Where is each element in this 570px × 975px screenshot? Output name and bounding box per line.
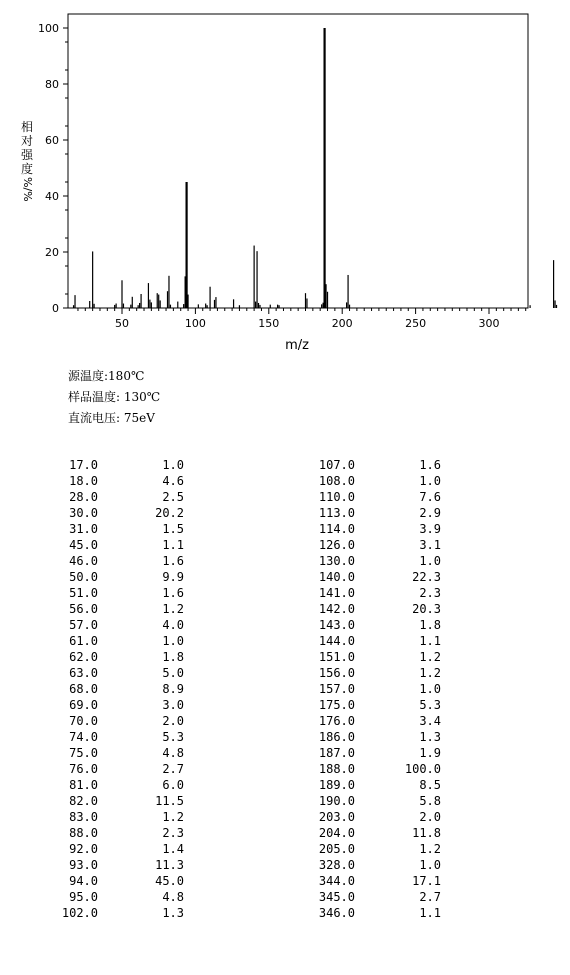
mz-value: 141.0 bbox=[318, 586, 355, 600]
abundance-value: 1.5 bbox=[162, 522, 184, 536]
spectrum-peaks bbox=[74, 28, 557, 308]
mz-value: 50.0 bbox=[69, 570, 98, 584]
mz-value: 95.0 bbox=[69, 890, 98, 904]
table-row bbox=[56, 713, 184, 729]
mz-value: 56.0 bbox=[69, 602, 98, 616]
abundance-value: 1.2 bbox=[419, 666, 441, 680]
table-row bbox=[313, 473, 441, 489]
abundance-value: 20.2 bbox=[155, 506, 184, 520]
y-axis-title-char: 对 bbox=[20, 134, 33, 148]
table-row bbox=[313, 505, 441, 521]
table-row bbox=[56, 633, 184, 649]
mz-value: 114.0 bbox=[318, 522, 355, 536]
mz-value: 74.0 bbox=[69, 730, 98, 744]
table-row bbox=[56, 649, 184, 665]
abundance-value: 5.8 bbox=[419, 794, 441, 808]
abundance-value: 2.0 bbox=[162, 714, 184, 728]
abundance-value: 1.8 bbox=[419, 618, 441, 632]
table-row bbox=[313, 601, 441, 617]
abundance-value: 2.5 bbox=[162, 490, 184, 504]
mz-value: 57.0 bbox=[69, 618, 98, 632]
abundance-value: 11.8 bbox=[412, 826, 441, 840]
y-axis-title-char: 度 bbox=[20, 162, 33, 176]
abundance-value: 8.9 bbox=[162, 682, 184, 696]
abundance-value: 1.2 bbox=[162, 602, 184, 616]
y-tick-label: 20 bbox=[45, 246, 59, 259]
mz-value: 175.0 bbox=[318, 698, 355, 712]
table-row bbox=[313, 585, 441, 601]
mz-value: 17.0 bbox=[69, 458, 98, 472]
table-row bbox=[56, 601, 184, 617]
abundance-value: 9.9 bbox=[162, 570, 184, 584]
y-axis-title-char: 相 bbox=[20, 120, 33, 134]
abundance-value: 3.0 bbox=[162, 698, 184, 712]
table-row bbox=[313, 617, 441, 633]
table-row bbox=[313, 905, 441, 921]
mz-value: 190.0 bbox=[318, 794, 355, 808]
abundance-value: 1.4 bbox=[162, 842, 184, 856]
abundance-value: 2.3 bbox=[419, 586, 441, 600]
table-row bbox=[313, 521, 441, 537]
mz-value: 83.0 bbox=[69, 810, 98, 824]
x-tick-label: 300 bbox=[478, 317, 500, 330]
table-row bbox=[56, 841, 184, 857]
mz-value: 69.0 bbox=[69, 698, 98, 712]
abundance-value: 7.6 bbox=[419, 490, 441, 504]
abundance-value: 3.9 bbox=[419, 522, 441, 536]
y-tick-label: 60 bbox=[45, 134, 59, 147]
y-tick-label: 0 bbox=[52, 302, 59, 315]
x-tick-label: 200 bbox=[331, 317, 353, 330]
abundance-value: 20.3 bbox=[412, 602, 441, 616]
abundance-value: 1.0 bbox=[419, 474, 441, 488]
peak-table-right bbox=[313, 457, 441, 921]
abundance-value: 1.3 bbox=[419, 730, 441, 744]
table-row bbox=[313, 697, 441, 713]
table-row bbox=[313, 569, 441, 585]
abundance-value: 1.3 bbox=[162, 906, 184, 920]
mz-value: 82.0 bbox=[69, 794, 98, 808]
abundance-value: 17.1 bbox=[412, 874, 441, 888]
y-axis-unit: %/% bbox=[21, 177, 34, 202]
table-row bbox=[56, 617, 184, 633]
dc-voltage: 直流电压: 75eV bbox=[68, 411, 155, 425]
table-row bbox=[56, 537, 184, 553]
mz-value: 51.0 bbox=[69, 586, 98, 600]
mz-value: 144.0 bbox=[318, 634, 355, 648]
table-row bbox=[313, 665, 441, 681]
x-tick-label: 250 bbox=[405, 317, 427, 330]
abundance-value: 2.7 bbox=[419, 890, 441, 904]
mz-value: 151.0 bbox=[318, 650, 355, 664]
abundance-value: 1.1 bbox=[419, 906, 441, 920]
mz-value: 45.0 bbox=[69, 538, 98, 552]
table-row bbox=[56, 489, 184, 505]
mz-value: 328.0 bbox=[318, 858, 355, 872]
x-axis-title: m/z bbox=[285, 338, 309, 353]
abundance-value: 22.3 bbox=[412, 570, 441, 584]
table-row bbox=[56, 905, 184, 921]
x-axis bbox=[78, 308, 526, 330]
abundance-value: 2.3 bbox=[162, 826, 184, 840]
table-row bbox=[313, 457, 441, 473]
mz-value: 76.0 bbox=[69, 762, 98, 776]
table-row bbox=[56, 745, 184, 761]
mz-value: 345.0 bbox=[318, 890, 355, 904]
mz-value: 68.0 bbox=[69, 682, 98, 696]
abundance-value: 1.0 bbox=[419, 554, 441, 568]
table-row bbox=[56, 761, 184, 777]
abundance-value: 3.4 bbox=[419, 714, 441, 728]
table-row bbox=[56, 521, 184, 537]
sample-temperature: 样品温度: 130℃ bbox=[68, 390, 161, 404]
abundance-value: 5.0 bbox=[162, 666, 184, 680]
y-axis-title bbox=[19, 120, 35, 202]
table-row bbox=[313, 553, 441, 569]
abundance-value: 1.6 bbox=[162, 586, 184, 600]
table-row bbox=[56, 473, 184, 489]
mz-value: 28.0 bbox=[69, 490, 98, 504]
mz-value: 30.0 bbox=[69, 506, 98, 520]
abundance-value: 2.0 bbox=[419, 810, 441, 824]
mz-value: 346.0 bbox=[318, 906, 355, 920]
table-row bbox=[313, 809, 441, 825]
mz-value: 142.0 bbox=[318, 602, 355, 616]
abundance-value: 1.0 bbox=[162, 458, 184, 472]
mz-value: 205.0 bbox=[318, 842, 355, 856]
table-row bbox=[56, 729, 184, 745]
mz-value: 88.0 bbox=[69, 826, 98, 840]
abundance-value: 1.6 bbox=[419, 458, 441, 472]
table-row bbox=[56, 665, 184, 681]
table-row bbox=[56, 553, 184, 569]
peak-table-left bbox=[56, 457, 184, 921]
mz-value: 75.0 bbox=[69, 746, 98, 760]
table-row bbox=[56, 825, 184, 841]
mz-value: 130.0 bbox=[318, 554, 355, 568]
table-row bbox=[56, 585, 184, 601]
mz-value: 110.0 bbox=[318, 490, 355, 504]
mz-value: 113.0 bbox=[318, 506, 355, 520]
table-row bbox=[313, 681, 441, 697]
mz-value: 143.0 bbox=[318, 618, 355, 632]
mass-spectrum-chart bbox=[0, 0, 570, 360]
mz-value: 189.0 bbox=[318, 778, 355, 792]
mz-value: 63.0 bbox=[69, 666, 98, 680]
mz-value: 344.0 bbox=[318, 874, 355, 888]
mz-value: 61.0 bbox=[69, 634, 98, 648]
y-axis-title-text bbox=[19, 120, 35, 176]
abundance-value: 11.3 bbox=[155, 858, 184, 872]
table-row bbox=[56, 889, 184, 905]
table-row bbox=[313, 745, 441, 761]
mz-value: 81.0 bbox=[69, 778, 98, 792]
y-tick-label: 40 bbox=[45, 190, 59, 203]
table-row bbox=[56, 681, 184, 697]
table-row bbox=[313, 713, 441, 729]
table-row bbox=[313, 793, 441, 809]
y-tick-label: 80 bbox=[45, 78, 59, 91]
abundance-value: 2.9 bbox=[419, 506, 441, 520]
abundance-value: 100.0 bbox=[404, 762, 441, 776]
mz-value: 102.0 bbox=[61, 906, 98, 920]
abundance-value: 6.0 bbox=[162, 778, 184, 792]
x-tick-label: 50 bbox=[115, 317, 129, 330]
table-row bbox=[56, 777, 184, 793]
abundance-value: 5.3 bbox=[162, 730, 184, 744]
abundance-value: 2.7 bbox=[162, 762, 184, 776]
abundance-value: 1.1 bbox=[162, 538, 184, 552]
mz-value: 62.0 bbox=[69, 650, 98, 664]
abundance-value: 11.5 bbox=[155, 794, 184, 808]
abundance-value: 4.8 bbox=[162, 746, 184, 760]
y-axis bbox=[38, 22, 68, 315]
abundance-value: 1.2 bbox=[419, 842, 441, 856]
y-axis-title-char: 强 bbox=[20, 148, 33, 162]
table-row bbox=[313, 729, 441, 745]
table-row bbox=[313, 889, 441, 905]
mz-value: 107.0 bbox=[318, 458, 355, 472]
abundance-value: 1.1 bbox=[419, 634, 441, 648]
table-row bbox=[313, 841, 441, 857]
abundance-value: 45.0 bbox=[155, 874, 184, 888]
mz-value: 156.0 bbox=[318, 666, 355, 680]
mz-value: 176.0 bbox=[318, 714, 355, 728]
table-row bbox=[313, 825, 441, 841]
mz-value: 204.0 bbox=[318, 826, 355, 840]
table-row bbox=[56, 569, 184, 585]
mz-value: 186.0 bbox=[318, 730, 355, 744]
abundance-value: 4.0 bbox=[162, 618, 184, 632]
mz-value: 108.0 bbox=[318, 474, 355, 488]
table-row bbox=[56, 697, 184, 713]
mz-value: 203.0 bbox=[318, 810, 355, 824]
abundance-value: 5.3 bbox=[419, 698, 441, 712]
abundance-value: 1.6 bbox=[162, 554, 184, 568]
y-tick-label: 100 bbox=[38, 22, 59, 35]
abundance-value: 4.6 bbox=[162, 474, 184, 488]
mz-value: 187.0 bbox=[318, 746, 355, 760]
x-tick-label: 100 bbox=[184, 317, 206, 330]
abundance-value: 8.5 bbox=[419, 778, 441, 792]
table-row bbox=[56, 857, 184, 873]
table-row bbox=[56, 457, 184, 473]
abundance-value: 1.8 bbox=[162, 650, 184, 664]
abundance-value: 1.0 bbox=[419, 682, 441, 696]
mz-value: 31.0 bbox=[69, 522, 98, 536]
mz-value: 94.0 bbox=[69, 874, 98, 888]
table-row bbox=[56, 505, 184, 521]
mz-value: 18.0 bbox=[69, 474, 98, 488]
table-row bbox=[313, 537, 441, 553]
table-row bbox=[313, 633, 441, 649]
mz-value: 188.0 bbox=[318, 762, 355, 776]
mz-value: 46.0 bbox=[69, 554, 98, 568]
abundance-value: 1.9 bbox=[419, 746, 441, 760]
mz-value: 92.0 bbox=[69, 842, 98, 856]
mz-value: 126.0 bbox=[318, 538, 355, 552]
instrument-conditions bbox=[68, 366, 160, 429]
table-row bbox=[313, 649, 441, 665]
table-row bbox=[56, 793, 184, 809]
mz-value: 140.0 bbox=[318, 570, 355, 584]
table-row bbox=[313, 873, 441, 889]
table-row bbox=[56, 809, 184, 825]
table-row bbox=[313, 777, 441, 793]
table-row bbox=[313, 489, 441, 505]
mz-value: 93.0 bbox=[69, 858, 98, 872]
abundance-value: 4.8 bbox=[162, 890, 184, 904]
table-row bbox=[56, 873, 184, 889]
abundance-value: 3.1 bbox=[419, 538, 441, 552]
abundance-value: 1.0 bbox=[419, 858, 441, 872]
x-tick-label: 150 bbox=[258, 317, 280, 330]
abundance-value: 1.0 bbox=[162, 634, 184, 648]
table-row bbox=[313, 857, 441, 873]
abundance-value: 1.2 bbox=[419, 650, 441, 664]
plot-frame bbox=[68, 14, 528, 308]
source-temperature: 源温度:180℃ bbox=[68, 369, 145, 383]
table-row bbox=[313, 761, 441, 777]
abundance-value: 1.2 bbox=[162, 810, 184, 824]
mz-value: 157.0 bbox=[318, 682, 355, 696]
mz-value: 70.0 bbox=[69, 714, 98, 728]
